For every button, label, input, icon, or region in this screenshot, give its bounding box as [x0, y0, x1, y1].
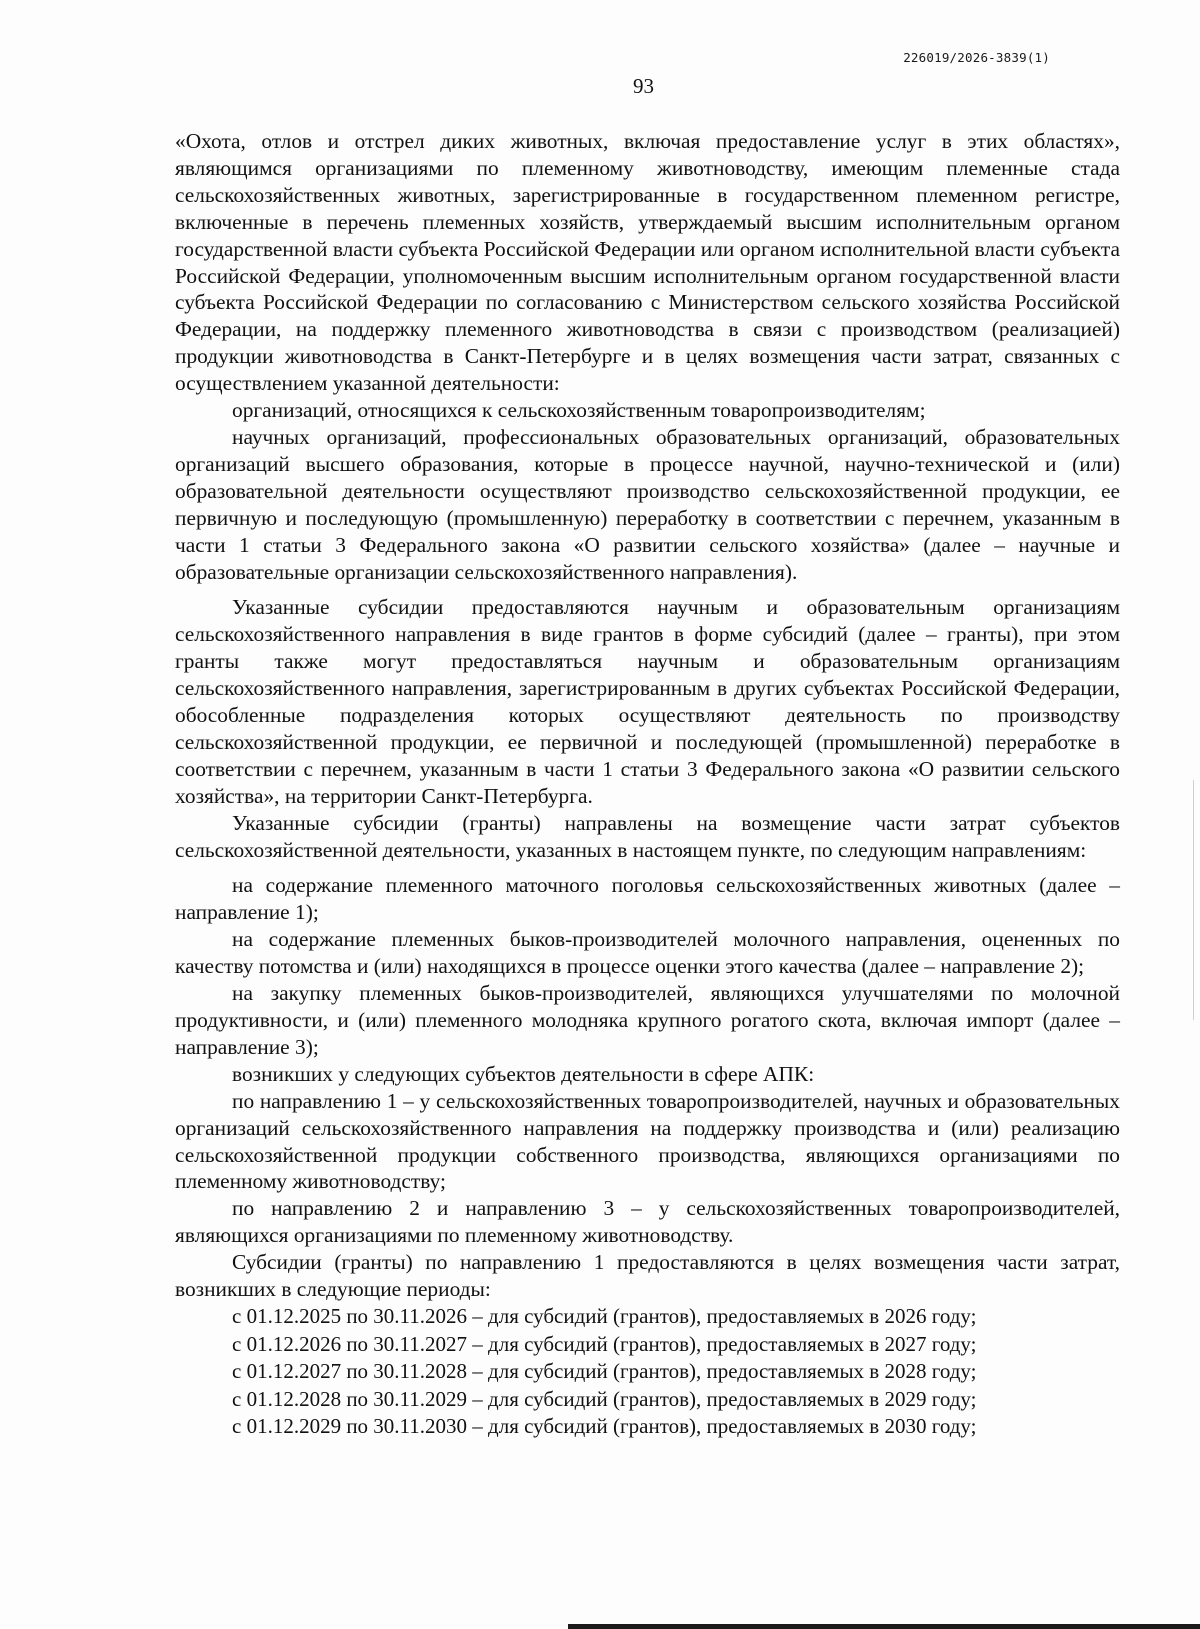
page-number: 93 — [633, 74, 654, 98]
paragraph: на содержание племенного маточного поголовья сельскохозяйственных животных (далее – направление 1); — [175, 873, 1120, 925]
period-item: с 01.12.2026 по 30.11.2027 – для субсидий (грантов), предоставляемых в 2027 году; — [232, 1331, 977, 1356]
paragraph: Указанные субсидии предоставляются научным и образовательным организациям сельскохозяйственного направления в виде грантов в форме субсидий (далее – гранты), при этом гранты также могут предоставляться научным и образовательным организациям сельскохозяйственного направления, зарегистрированным в других субъектах Российской Федерации, обособленные подразделения которых осуществляют деятельность по производству сельскохозяйственной продукции, ее первичной и последующей (промышленной) переработке в соответствии с перечнем, указанным в части 1 статьи 3 Федерального закона «О развитии сельского хозяйства», на территории Санкт-Петербурга. — [175, 595, 1120, 808]
paragraph: Указанные субсидии (гранты) направлены на возмещение части затрат субъектов сельскохозяйственной деятельности, указанных в настоящем пункте, по следующим направлениям: — [175, 810, 1120, 862]
period-item: с 01.12.2027 по 30.11.2028 – для субсидий (грантов), предоставляемых в 2028 году; — [232, 1359, 977, 1384]
paragraph: возникших у следующих субъектов деятельности в сфере АПК: — [232, 1061, 815, 1086]
scan-edge-mark — [1193, 780, 1194, 1020]
paragraph: «Охота, отлов и отстрел диких животных, включая предоставление услуг в этих областях», являющимся организациями по племенному животноводству, имеющим племенные стада сельскохозяйственных животных, зарегистрированные в государственном племенном регистре, включенные в перечень племенных хозяйств, утверждаемый высшим исполнительным органом государственной власти субъекта Российской Федерации или органом исполнительной власти субъекта Российской Федерации, уполномоченным высшим исполнительным органом государственной власти субъекта Российской Федерации по согласованию с Министерством сельского хозяйства Российской Федерации, на поддержку племенного животноводства в связи с производством (реализацией) продукции животноводства в Санкт-Петербурге и в целях возмещения части затрат, связанных с осуществлением указанной деятельности: — [175, 129, 1120, 396]
paragraph: научных организаций, профессиональных образовательных организаций, образовательных организаций высшего образования, которые в процессе научной, научно-технической и (или) образовательной деятельности осуществляют производство сельскохозяйственной продукции, ее первичную и последующую (промышленную) переработку в соответствии с перечнем, указанным в части 1 статьи 3 Федерального закона «О развитии сельского хозяйства» (далее – научные и образовательные организации сельскохозяйственного направления). — [175, 424, 1120, 584]
paragraph: на закупку племенных быков-производителей, являющихся улучшателями по молочной продуктивности, и (или) племенного молодняка крупного рогатого скота, включая импорт (далее – направление 3); — [175, 981, 1120, 1059]
paragraph: Субсидии (гранты) по направлению 1 предоставляются в целях возмещения части затрат, возникших в следующие периоды: — [175, 1250, 1120, 1302]
document-body — [175, 128, 1120, 1441]
period-item: с 01.12.2029 по 30.11.2030 – для субсидий (грантов), предоставляемых в 2030 году; — [232, 1414, 977, 1439]
paragraph: по направлению 2 и направлению 3 – у сельскохозяйственных товаропроизводителей, являющихся организациями по племенному животноводству. — [175, 1196, 1120, 1248]
scan-bottom-border — [568, 1624, 1200, 1629]
period-item: с 01.12.2028 по 30.11.2029 – для субсидий (грантов), предоставляемых в 2029 году; — [232, 1386, 977, 1411]
paragraph: по направлению 1 – у сельскохозяйственных товаропроизводителей, научных и образовательных организаций сельскохозяйственного направления на поддержку производства и (или) реализацию сельскохозяйственной продукции собственного производства, являющихся организациями по племенному животноводству; — [175, 1088, 1120, 1194]
paragraph: организаций, относящихся к сельскохозяйственным товаропроизводителям; — [232, 398, 926, 423]
document-id: 226019/2026-3839(1) — [903, 50, 1050, 65]
period-item: с 01.12.2025 по 30.11.2026 – для субсидий (грантов), предоставляемых в 2026 году; — [232, 1303, 977, 1328]
paragraph: на содержание племенных быков-производителей молочного направления, оцененных по качеству потомства и (или) находящихся в процессе оценки этого качества (далее – направление 2); — [175, 927, 1120, 979]
